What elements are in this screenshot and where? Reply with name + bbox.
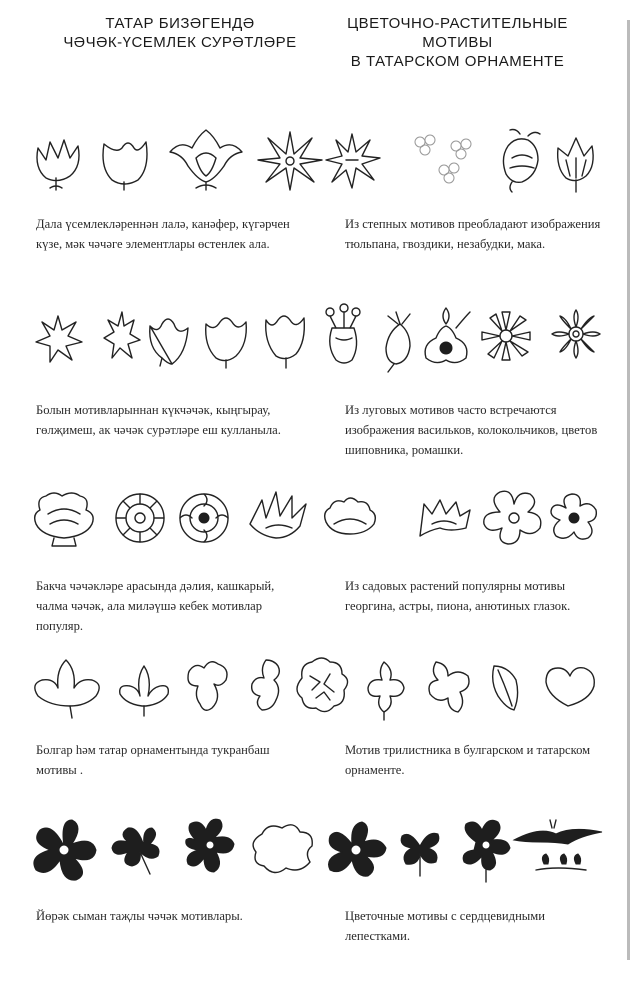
steppe-text-russian: Из степных мотивов преобладают изображения тюльпана, гвоздики, незабудки, мака. <box>345 217 601 251</box>
rosehip-flower-icon <box>425 308 470 363</box>
title-russian-line-2: МОТИВЫ <box>422 34 493 51</box>
trefoil-icon <box>368 662 404 720</box>
clover-icon <box>401 833 439 876</box>
heart-petal-bloom-icon <box>186 819 234 872</box>
section-heart-petals <box>0 812 634 962</box>
cornflower-icon <box>104 312 140 358</box>
meadow-text-tatar: Болын мотивларыннан күкчәчәк, кыңгырау, гөлҗимеш, ак чәчәк сурәтләре еш кулланыла. <box>36 403 281 437</box>
bellflower-icon <box>266 316 305 368</box>
bellflower-icon <box>206 318 247 368</box>
section-garden <box>0 484 634 634</box>
title-russian-line-3: В ТАТАРСКОМ ОРНАМЕНТЕ <box>350 53 565 70</box>
dahlia-fan-icon <box>35 493 93 546</box>
trefoil-icon <box>35 660 99 718</box>
garden-text-russian: Из садовых растений популярны мотивы георгина, астры, пиона, анютиных глазок. <box>345 579 571 613</box>
title-russian <box>335 14 580 71</box>
trefoil-text-russian: Мотив трилистника в булгарском и татарском орнаменте. <box>345 743 591 777</box>
steppe-motif-strip <box>0 118 634 198</box>
title-tatar <box>60 14 300 52</box>
heart-petal-text-russian: Цветочные мотивы с сердцевидными лепестками. <box>345 909 545 943</box>
tulip-ornate-icon <box>170 130 242 190</box>
title-tatar-line-2: ЧӘЧӘК-ҮСЕМЛЕК СУРӘТЛӘРЕ <box>63 34 297 51</box>
rosehip-bud-icon <box>386 312 410 372</box>
section-steppe <box>0 118 634 278</box>
trefoil-icon <box>252 660 280 710</box>
meadow-text-russian: Из луговых мотивов часто встречаются изображения васильков, колокольчиков, цветов шиповника, ромашки. <box>345 403 598 457</box>
heart-petal-text-tatar: Йөрәк сыман таҗлы чәчәк мотивлары. <box>36 909 243 923</box>
trefoil-text-tatar: Болгар һәм татар орнаментында тукранбаш мотивы . <box>36 743 270 777</box>
title-russian-line-1: ЦВЕТОЧНО-РАСТИТЕЛЬНЫЕ <box>347 15 568 32</box>
carnation-star-icon <box>326 134 380 188</box>
carnation-star-icon <box>258 132 322 190</box>
heart-petal-motif-strip <box>0 812 634 892</box>
heart-petal-flower-icon <box>34 820 96 880</box>
poppy-bud-icon <box>503 130 540 193</box>
fringed-flower-icon <box>325 498 376 534</box>
peony-icon <box>180 494 228 542</box>
trefoil-motif-strip <box>0 648 634 728</box>
cornflower-icon <box>36 316 82 362</box>
fringed-flower-icon <box>420 500 470 536</box>
bellflower-icon <box>150 319 188 366</box>
section-trefoil <box>0 648 634 788</box>
tulip-outline-icon <box>37 140 79 190</box>
garden-text-tatar: Бакча чәчәкләре арасында дәлия, кашкарый, чалма чәчәк, ала миләүшә кебек мотивлар популяр. <box>36 579 275 633</box>
leaf-icon <box>493 666 518 710</box>
fringed-flower-icon <box>250 492 306 538</box>
page-edge-shadow <box>627 20 630 960</box>
bud-stem-icon <box>326 304 360 363</box>
aster-icon <box>116 494 164 542</box>
trefoil-ornate-icon <box>297 658 348 712</box>
title-tatar-line-1: ТАТАР БИЗӘГЕНДӘ <box>105 15 255 32</box>
section-meadow <box>0 298 634 468</box>
pansy-icon <box>484 491 541 544</box>
garden-motif-strip <box>0 484 634 564</box>
pansy-icon <box>551 494 596 539</box>
trefoil-icon <box>120 666 169 716</box>
meadow-motif-strip <box>0 298 634 378</box>
trefoil-icon <box>429 662 469 712</box>
steppe-text-tatar: Дала үсемлекләреннән лалә, канәфер, күгәрчен күзе, мәк чәчәге элементлары өстенлек ала. <box>36 217 290 251</box>
tulip-striped-icon <box>558 138 593 192</box>
daisy-icon <box>482 312 530 360</box>
trefoil-icon <box>188 662 227 711</box>
heart-outline-icon <box>253 825 312 873</box>
heart-petal-wreath-icon <box>463 820 510 882</box>
forget-me-not-cluster-icon <box>415 135 471 183</box>
clover-icon <box>112 828 159 874</box>
bird-scroll-icon <box>514 820 602 870</box>
heart-leaf-icon <box>546 668 594 706</box>
tulip-open-icon <box>103 142 147 190</box>
heart-petal-flower-icon <box>329 822 387 876</box>
daisy-icon <box>552 310 600 358</box>
